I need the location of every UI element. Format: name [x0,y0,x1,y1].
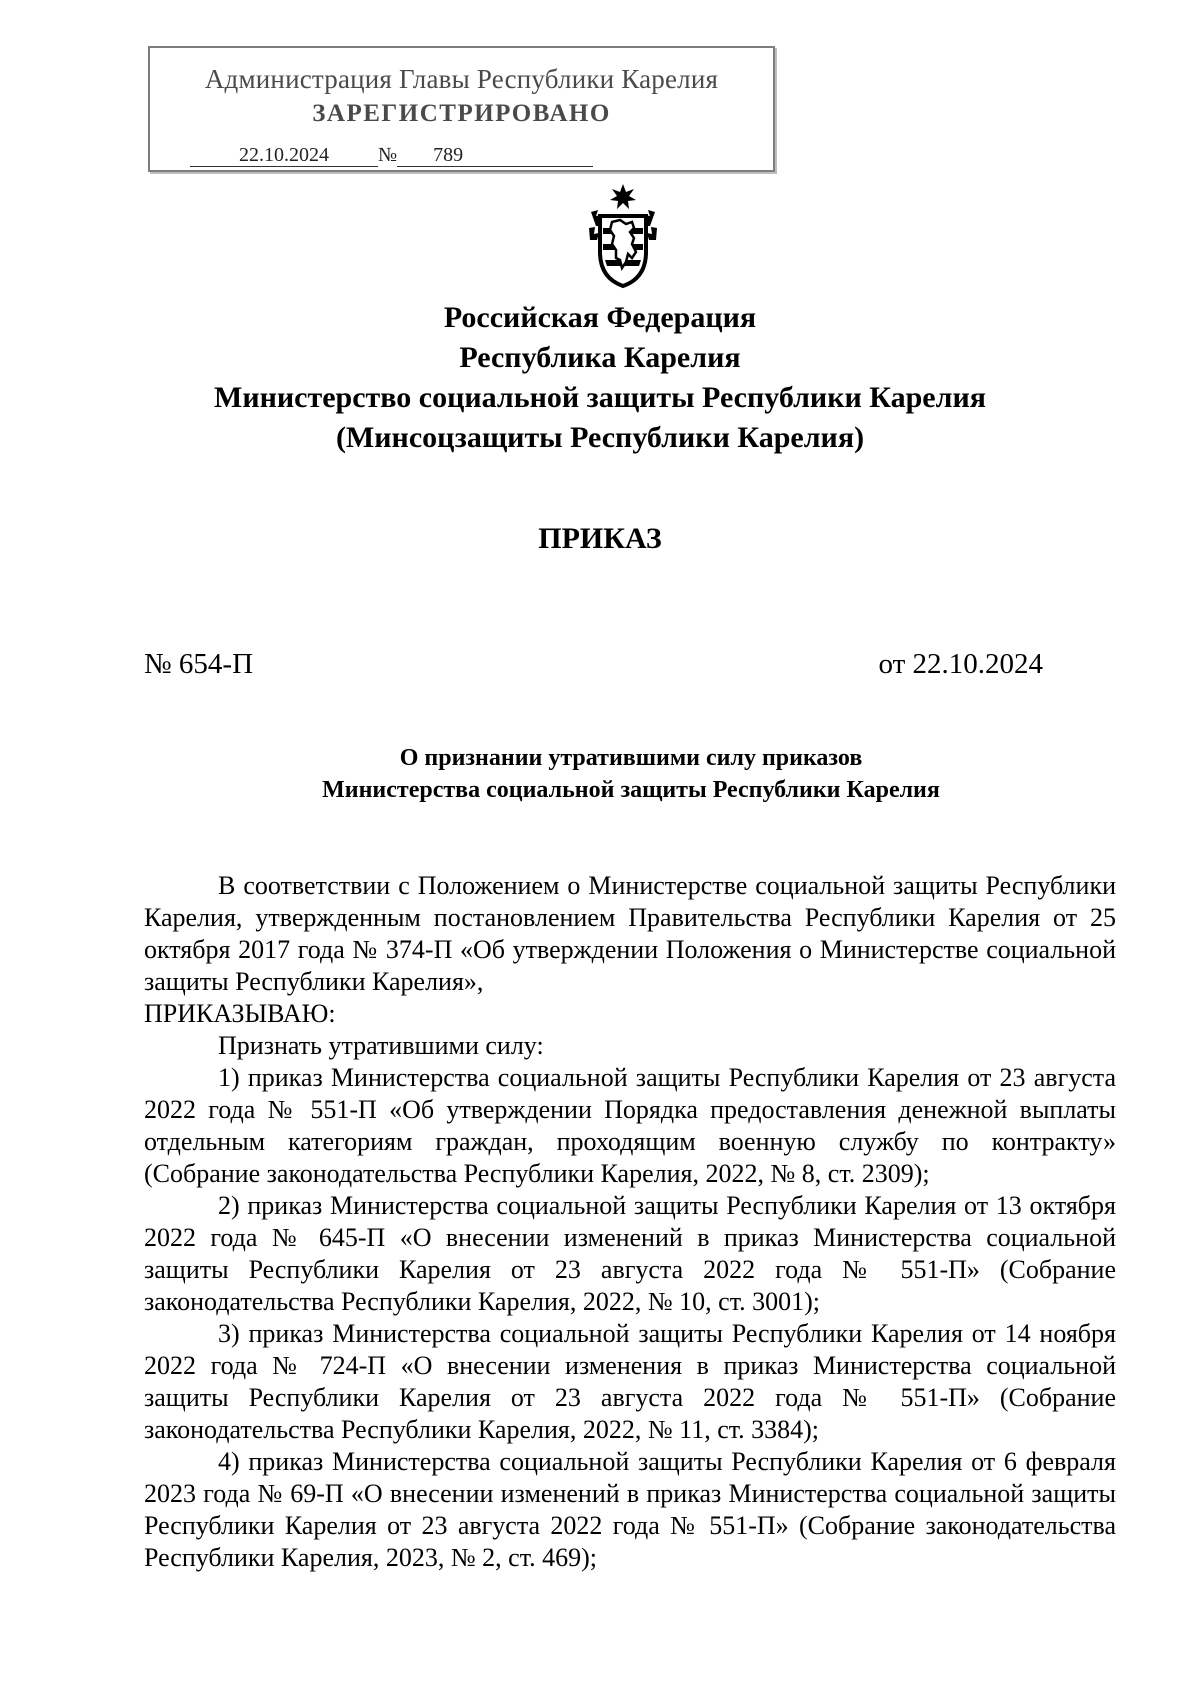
intro-paragraph: Признать утратившими силу: [218,1031,544,1060]
document-body [144,870,1116,1574]
header-region: Республика Карелия [459,341,741,374]
header-ministry-short: (Минсоцзащиты Республики Карелия) [335,421,865,454]
stamp-organization: Администрация Главы Республики Карелия [204,64,719,94]
karelia-coat-of-arms-icon [586,182,660,290]
document-title: ПРИКАЗ [538,522,662,555]
preamble-paragraph: В соответствии с Положением о Министерстве социальной защиты Республики Карелия, утвержденным постановлением Правительства Республики Карелия от 25 октября 2017 года № 374-П «Об утверждении Положения о Министерстве социальной защиты Республики Карелия», [144,871,1116,996]
list-item: 4) приказ Министерства социальной защиты Республики Карелия от 6 февраля 2023 года № 69-П «О внесении изменений в приказ Министерства социальной защиты Республики Карелия от 23 августа 2022 года № 551-П» (Собрание законодательства Республики Карелия, 2023, № 2, ст. 469); [144,1447,1116,1572]
registration-stamp [148,46,775,172]
stamp-reg-date: 22.10.2024 [190,144,378,167]
stamp-status: ЗАРЕГИСТРИРОВАНО [312,100,611,127]
list-item: 3) приказ Министерства социальной защиты Республики Карелия от 14 ноября 2022 года № 724-П «О внесении изменения в приказ Министерства социальной защиты Республики Карелия от 23 августа 2022 года № 551-П» (Собрание законодательства Республики Карелия, 2022, № 11, ст. 3384); [144,1319,1116,1444]
stamp-number-sign: № [378,144,398,166]
stamp-reg-number: 789 [397,144,593,167]
header-country: Российская Федерация [443,301,757,334]
header-ministry: Министерство социальной защиты Республики Карелия [214,381,986,414]
subject-line-1: О признании утратившими силу приказов [399,745,863,771]
subject-line-2: Министерства социальной защиты Республики Карелия [322,777,940,803]
document-subject [0,742,1200,806]
order-date: от 22.10.2024 [878,648,1043,680]
stamp-registration-line [190,144,593,167]
order-word: ПРИКАЗЫВАЮ: [144,999,336,1028]
order-number: № 654-П [144,648,254,680]
issuer-header [0,298,1200,458]
list-item: 2) приказ Министерства социальной защиты Республики Карелия от 13 октября 2022 года № 645-П «О внесении изменений в приказ Министерства социальной защиты Республики Карелия от 23 августа 2022 года № 551-П» (Собрание законодательства Республики Карелия, 2022, № 10, ст. 3001); [144,1191,1116,1316]
list-item: 1) приказ Министерства социальной защиты Республики Карелия от 23 августа 2022 года № 551-П «Об утверждении Порядка предоставления денежной выплаты отдельным категориям граждан, проходящим военную службу по контракту» (Собрание законодательства Республики Карелия, 2022, № 8, ст. 2309); [144,1063,1116,1188]
emblem-star-icon [610,184,636,209]
